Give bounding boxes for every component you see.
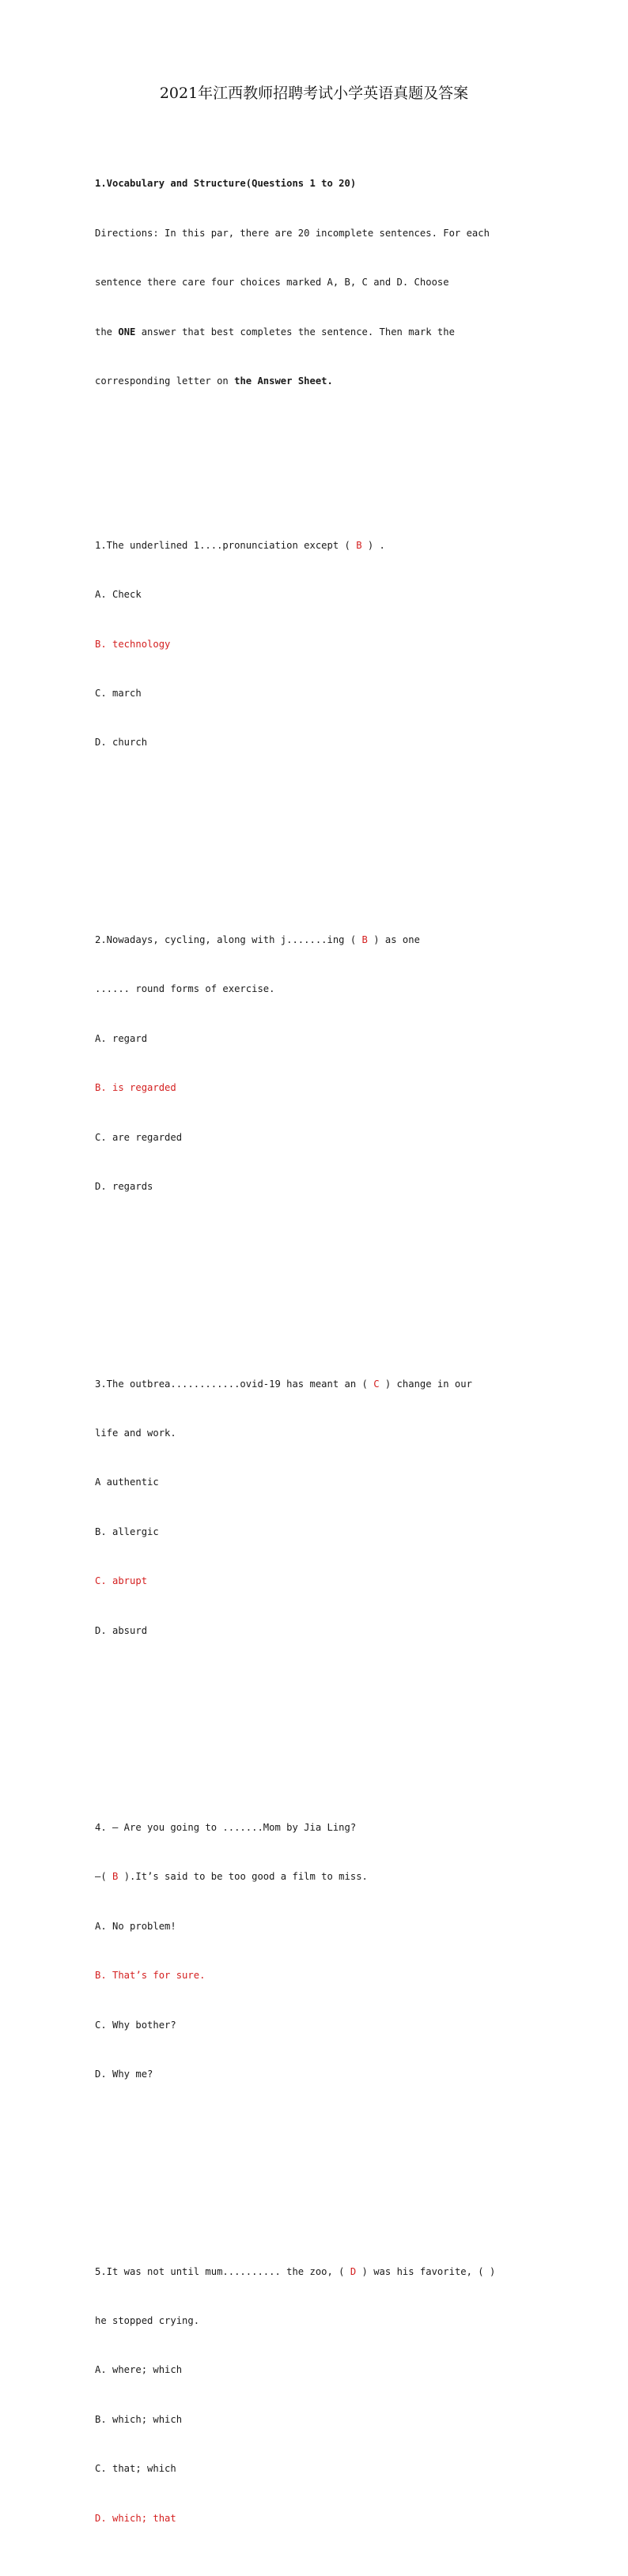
option-b: B. which; which <box>95 2413 183 2425</box>
question-stem: 5.It was not until mum.......... the zoo, ( D ) was his favorite, ( ) <box>95 2265 496 2277</box>
option-a: A authentic <box>95 1477 159 1488</box>
option-b-correct: B. technology <box>95 638 171 650</box>
question-stem-cont: —( B ).It’s said to be too good a film to miss. <box>95 1871 368 1883</box>
option-d: D. Why me? <box>95 2069 153 2080</box>
question-4 <box>95 1786 538 2115</box>
answer-mark: C <box>373 1378 380 1390</box>
answer-mark: D <box>350 2265 357 2277</box>
emphasis-answer-sheet: the Answer Sheet. <box>234 375 333 387</box>
question-stem: 1.The underlined 1....pronunciation except ( B ) . <box>95 539 385 551</box>
emphasis-one: ONE <box>118 326 136 338</box>
option-c: C. Why bother? <box>95 2019 176 2031</box>
question-2 <box>95 899 538 1228</box>
option-b-correct: B. That’s for sure. <box>95 1970 206 1982</box>
question-stem: 4. — Are you going to .......Mom by Jia Ling? <box>95 1822 357 1834</box>
option-c: C. are regarded <box>95 1131 183 1143</box>
question-1 <box>95 504 538 784</box>
question-stem: 2.Nowadays, cycling, along with j.......ing ( B ) as one <box>95 934 420 946</box>
option-c: C. that; which <box>95 2463 176 2475</box>
section-heading: 1.Vocabulary and Structure(Questions 1 to 20) <box>95 178 357 190</box>
option-a: A. regard <box>95 1032 148 1044</box>
answer-mark: B <box>112 1871 119 1883</box>
directions-line: corresponding letter on the Answer Sheet. <box>95 375 333 387</box>
question-3 <box>95 1343 538 1672</box>
option-d: D. regards <box>95 1181 153 1192</box>
option-b: B. allergic <box>95 1526 159 1537</box>
option-b-correct: B. is regarded <box>95 1082 176 1094</box>
option-d-correct: D. which; that <box>95 2512 176 2524</box>
question-stem-cont: he stopped crying. <box>95 2314 200 2326</box>
option-a: A. No problem! <box>95 1920 176 1932</box>
option-c: C. march <box>95 688 142 700</box>
question-5 <box>95 2231 538 2559</box>
directions-line: sentence there care four choices marked A, B, C and D. Choose <box>95 277 449 289</box>
option-a: A. Check <box>95 589 142 601</box>
document-body <box>95 126 538 2576</box>
question-stem-cont: life and work. <box>95 1427 176 1439</box>
directions-line: Directions: In this par, there are 20 incomplete sentences. For each <box>95 227 490 239</box>
question-stem: 3.The outbrea............ovid-19 has meant an ( C ) change in our <box>95 1378 472 1390</box>
option-d: D. church <box>95 737 148 749</box>
option-a: A. where; which <box>95 2364 183 2376</box>
directions-line: the ONE answer that best completes the sentence. Then mark the <box>95 326 455 338</box>
option-c-correct: C. abrupt <box>95 1575 148 1587</box>
answer-mark: B <box>356 539 362 551</box>
page-title: 2021年江西教师招聘考试小学英语真题及答案 <box>159 85 469 102</box>
option-d: D. absurd <box>95 1624 148 1636</box>
question-stem-cont: ...... round forms of exercise. <box>95 983 275 995</box>
answer-mark: B <box>361 934 368 946</box>
